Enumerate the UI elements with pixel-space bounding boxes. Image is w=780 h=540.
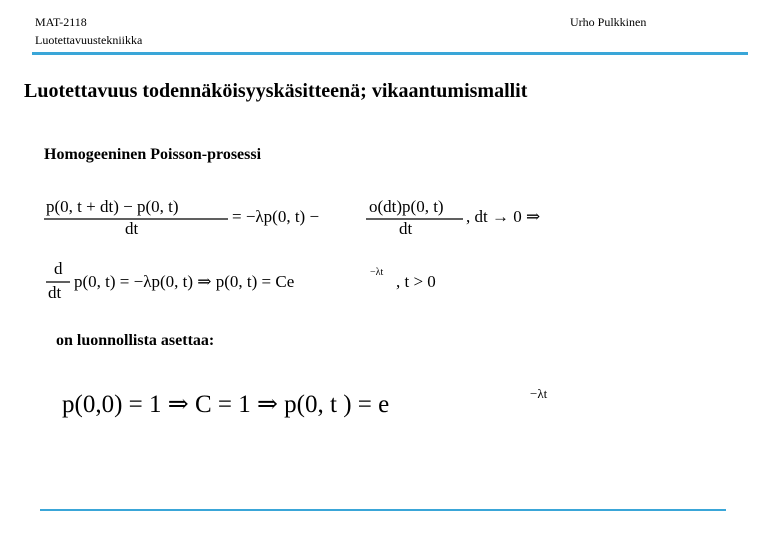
section-subtitle: Homogeeninen Poisson-prosessi [44,146,262,163]
course-name: Luotettavuustekniikka [35,33,143,47]
course-code: MAT-2118 [35,15,87,29]
equation-3 [62,386,548,418]
eq3-body: p(0,0) = 1 ⇒ C = 1 ⇒ p(0, t ) = e [62,391,390,418]
eq1-numerator-2: o(dt)p(0, t) [369,197,444,216]
note-text: on luonnollista asettaa: [56,332,215,349]
eq1-middle: = −λp(0, t) − [232,207,320,226]
eq2-exponent: −λt [370,267,384,278]
eq3-exponent: −λt [530,386,548,401]
eq2-derivative-denominator: dt [48,283,62,302]
eq1-denominator-2: dt [399,219,413,238]
slide-title: Luotettavuus todennäköisyyskäsitteenä; vikaantumismallit [24,80,528,102]
equation-1 [44,197,540,238]
eq1-tail: , dt → 0 ⇒ [466,207,541,226]
eq2-tail: , t > 0 [396,272,436,291]
footer-divider [40,509,726,511]
eq1-numerator-1: p(0, t + dt) − p(0, t) [46,197,179,216]
eq2-body: p(0, t) = −λp(0, t) ⇒ p(0, t) = Ce [74,272,295,291]
eq1-denominator-1: dt [125,219,139,238]
equation-2 [46,259,436,302]
author-name: Urho Pulkkinen [570,15,647,29]
eq2-derivative-numerator: d [54,259,63,278]
